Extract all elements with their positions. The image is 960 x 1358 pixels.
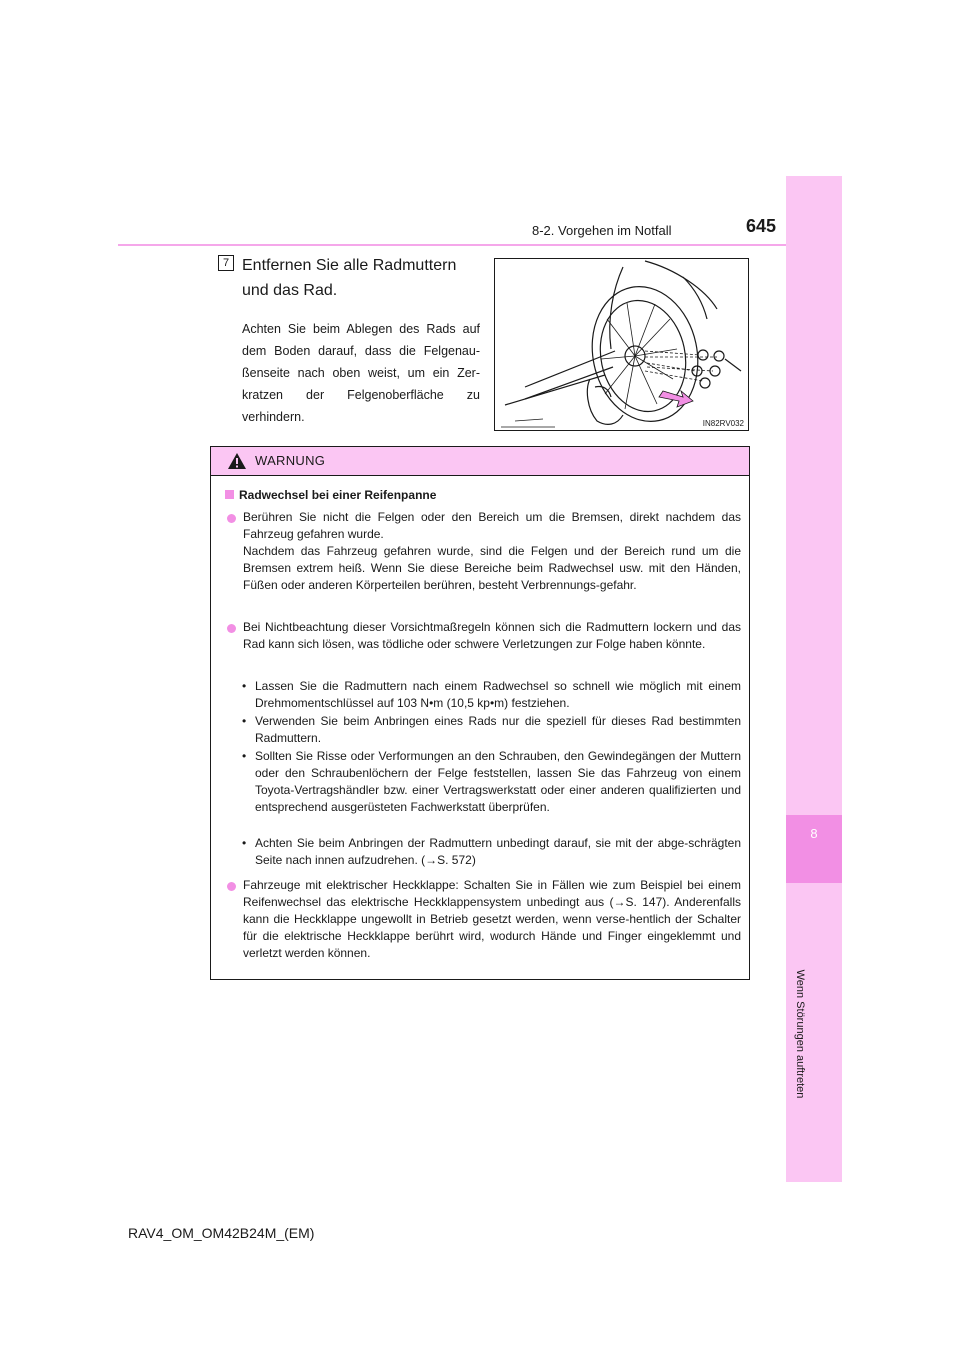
warning-paragraph (243, 509, 741, 594)
image-code: IN82RV032 (702, 419, 744, 428)
warning-heading (225, 488, 436, 502)
warning-sub-item (242, 835, 741, 869)
warning-sub-item (242, 748, 741, 816)
warning-heading-text: Radwechsel bei einer Reifenpanne (239, 488, 437, 502)
sub-bullet: • (242, 836, 247, 850)
warning-sub-item-text: Sollten Sie Risse oder Verformungen an den Schrauben, den Gewindegängen der Muttern oder den Schraubenlöchern der Felge feststellen, lassen Sie das Fahrzeug von einem Toyota-Vertragshändler bzw. einer Vertragswerkstatt oder einer anderen qualifizierten und entsprechend ausgerüsteten Fachwerkstatt überprüfen. (255, 749, 741, 814)
wheel-drawing (495, 259, 749, 431)
chapter-label: Wenn Störungen auftreten (794, 969, 806, 1099)
sub-bullet: • (242, 714, 247, 728)
circle-bullet-icon (227, 514, 236, 523)
warning-box (210, 446, 750, 980)
sub-bullet: • (242, 679, 247, 693)
warning-sub-item (242, 678, 741, 712)
chapter-number: 8 (810, 826, 818, 841)
header-divider (118, 244, 786, 246)
square-bullet-icon (225, 490, 234, 499)
step-description: Achten Sie beim Ablegen des Rads auf dem Boden darauf, dass die Felgenau-ßenseite nach oben weist, um ein Zer-kratzen der Felgenoberfläche zu verhindern. (242, 322, 480, 424)
warning-paragraph-1: Berühren Sie nicht die Felgen oder den Bereich um die Bremsen, direkt nachdem das Fahrzeug gefahren wurde. (243, 510, 741, 541)
warning-title: WARNUNG (255, 453, 326, 468)
step-number-box: 7 (218, 255, 234, 271)
warning-triangle-icon (227, 452, 247, 470)
warning-header (211, 447, 749, 476)
warning-paragraph-3: Fahrzeuge mit elektrischer Heckklappe: Schalten Sie in Fällen wie zum Beispiel bei einem Reifenwechsel das elektrische Heckklappensystem unbedingt aus (→S. 147). Anderenfalls kann die Heckklappe ungewollt in Betrieb gesetzt werden, wenn verse-hentlich der Schalter für die elektrische Heckklappe berührt wird, wodurch Hände und Finger eingeklemmt und verletzt werden können. (243, 878, 741, 960)
page-number: 645 (746, 216, 777, 236)
warning-paragraph-2: Bei Nichtbeachtung dieser Vorsichtmaßregeln können sich die Radmuttern lockern und das Rad kann sich lösen, was tödliche oder schwere Verletzungen zur Folge haben könnte. (243, 620, 741, 651)
circle-bullet-icon (227, 624, 236, 633)
wheel-removal-illustration (494, 258, 749, 431)
circle-bullet-icon (227, 882, 236, 891)
warning-sub-item-text: Achten Sie beim Anbringen der Radmuttern unbedingt darauf, sie mit der abge-schrägten Seite nach innen aufzudrehen. (→S. 572) (255, 836, 741, 867)
warning-sub-item (242, 713, 741, 747)
warning-paragraph-1b: Nachdem das Fahrzeug gefahren wurde, sind die Felgen und der Bereich rund um die Bremsen extrem heiß. Wenn Sie diese Bereiche beim Radwechsel usw. mit den Händen, Füßen oder anderen Körperteilen berühren, besteht Verbrennungs-gefahr. (243, 544, 741, 592)
step-title: Entfernen Sie alle Radmuttern und das Rad. (242, 257, 457, 299)
document-code: RAV4_OM_OM42B24M_(EM) (128, 1225, 315, 1241)
warning-sub-item-text: Verwenden Sie beim Anbringen eines Rads nur die speziell für dieses Rad bestimmten Radmuttern. (255, 714, 741, 745)
warning-sub-item-text: Lassen Sie die Radmuttern nach einem Radwechsel so schnell wie möglich mit einem Drehmomentschlüssel auf 103 N•m (10,5 kp•m) festziehen. (255, 679, 741, 710)
section-title: 8-2. Vorgehen im Notfall (532, 223, 672, 238)
sub-bullet: • (242, 749, 247, 763)
